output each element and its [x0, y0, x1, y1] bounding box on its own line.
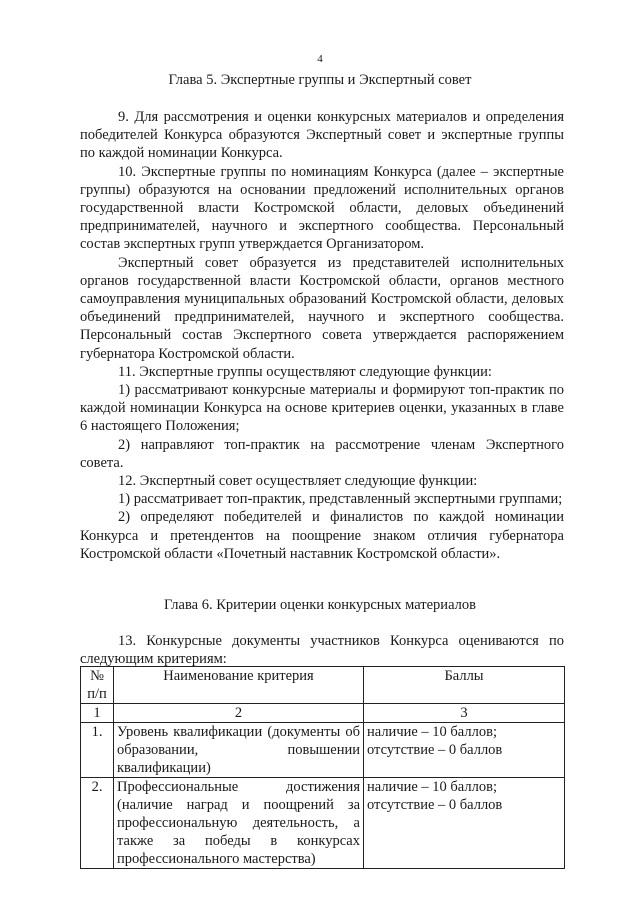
row-number: 2. [81, 778, 114, 869]
column-number-2: 2 [114, 704, 364, 723]
row-criterion: Профессиональные достижения (наличие наград и поощрений за профессиональную деятельность, а также за победы в конкурсах профессионального мастерства) [114, 778, 364, 869]
paragraph-10: 10. Экспертные группы по номинациям Конкурса (далее – экспертные группы) образуются на основании предложений исполнительных органов государственной власти Костромской области, деловых объединений предпринимателей, научного и экспертного сообщества. Персональный состав экспертных групп утверждается Организатором. [80, 163, 564, 253]
chapter-6-body [80, 632, 564, 668]
row-points: наличие – 10 баллов; отсутствие – 0 баллов [364, 723, 565, 778]
paragraph-11-item-2: 2) направляют топ-практик на рассмотрение членам Экспертного совета. [80, 436, 564, 471]
table-numbering-row [81, 704, 565, 723]
paragraph-11-item-1: 1) рассматривают конкурсные материалы и формируют топ-практик по каждой номинации Конкурса на основе критериев оценки, указанных в главе 6 настоящего Положения; [80, 382, 564, 435]
header-number: № п/п [81, 667, 114, 704]
header-points: Баллы [364, 667, 565, 704]
chapter-5-body [80, 108, 564, 563]
row-points: наличие – 10 баллов; отсутствие – 0 баллов [364, 778, 565, 869]
paragraph-12-item-1: 1) рассматривает топ-практик, представленный экспертными группами; [118, 491, 563, 508]
paragraph-13: 13. Конкурсные документы участников Конкурса оцениваются по следующим критериям: [80, 633, 564, 668]
column-number-1: 1 [81, 704, 114, 723]
row-criterion: Уровень квалификации (документы об образовании, повышении квалификации) [114, 723, 364, 778]
paragraph-11: 11. Экспертные группы осуществляют следующие функции: [118, 363, 492, 380]
chapter-5-title: Глава 5. Экспертные группы и Экспертный совет [168, 72, 472, 88]
paragraph-12-item-2: 2) определяют победителей и финалистов по каждой номинации Конкурса и претендентов на поощрение знаком отличия губернатора Костромской области «Почетный наставник Костромской области». [80, 509, 564, 562]
table-row [81, 723, 565, 778]
chapter-6-title: Глава 6. Критерии оценки конкурсных материалов [164, 597, 476, 613]
table-header-row [81, 667, 565, 704]
paragraph-9: 9. Для рассмотрения и оценки конкурсных материалов и определения победителей Конкурса образуются Экспертный совет и экспертные группы по каждой номинации Конкурса. [80, 109, 564, 162]
page-number: 4 [317, 53, 323, 65]
table-row [81, 778, 565, 869]
paragraph-expert-council: Экспертный совет образуется из представителей исполнительных органов государственной власти Костромской области, органов местного самоуправления муниципальных образований Костромской области, деловых объединений предпринимателей, научного и экспертного сообщества. Персональный состав Экспертного совета утверждается распоряжением губернатора Костромской области. [80, 254, 564, 362]
header-criterion: Наименование критерия [114, 667, 364, 704]
paragraph-12: 12. Экспертный совет осуществляет следующие функции: [118, 473, 478, 490]
criteria-table [80, 666, 565, 869]
row-number: 1. [81, 723, 114, 778]
column-number-3: 3 [364, 704, 565, 723]
